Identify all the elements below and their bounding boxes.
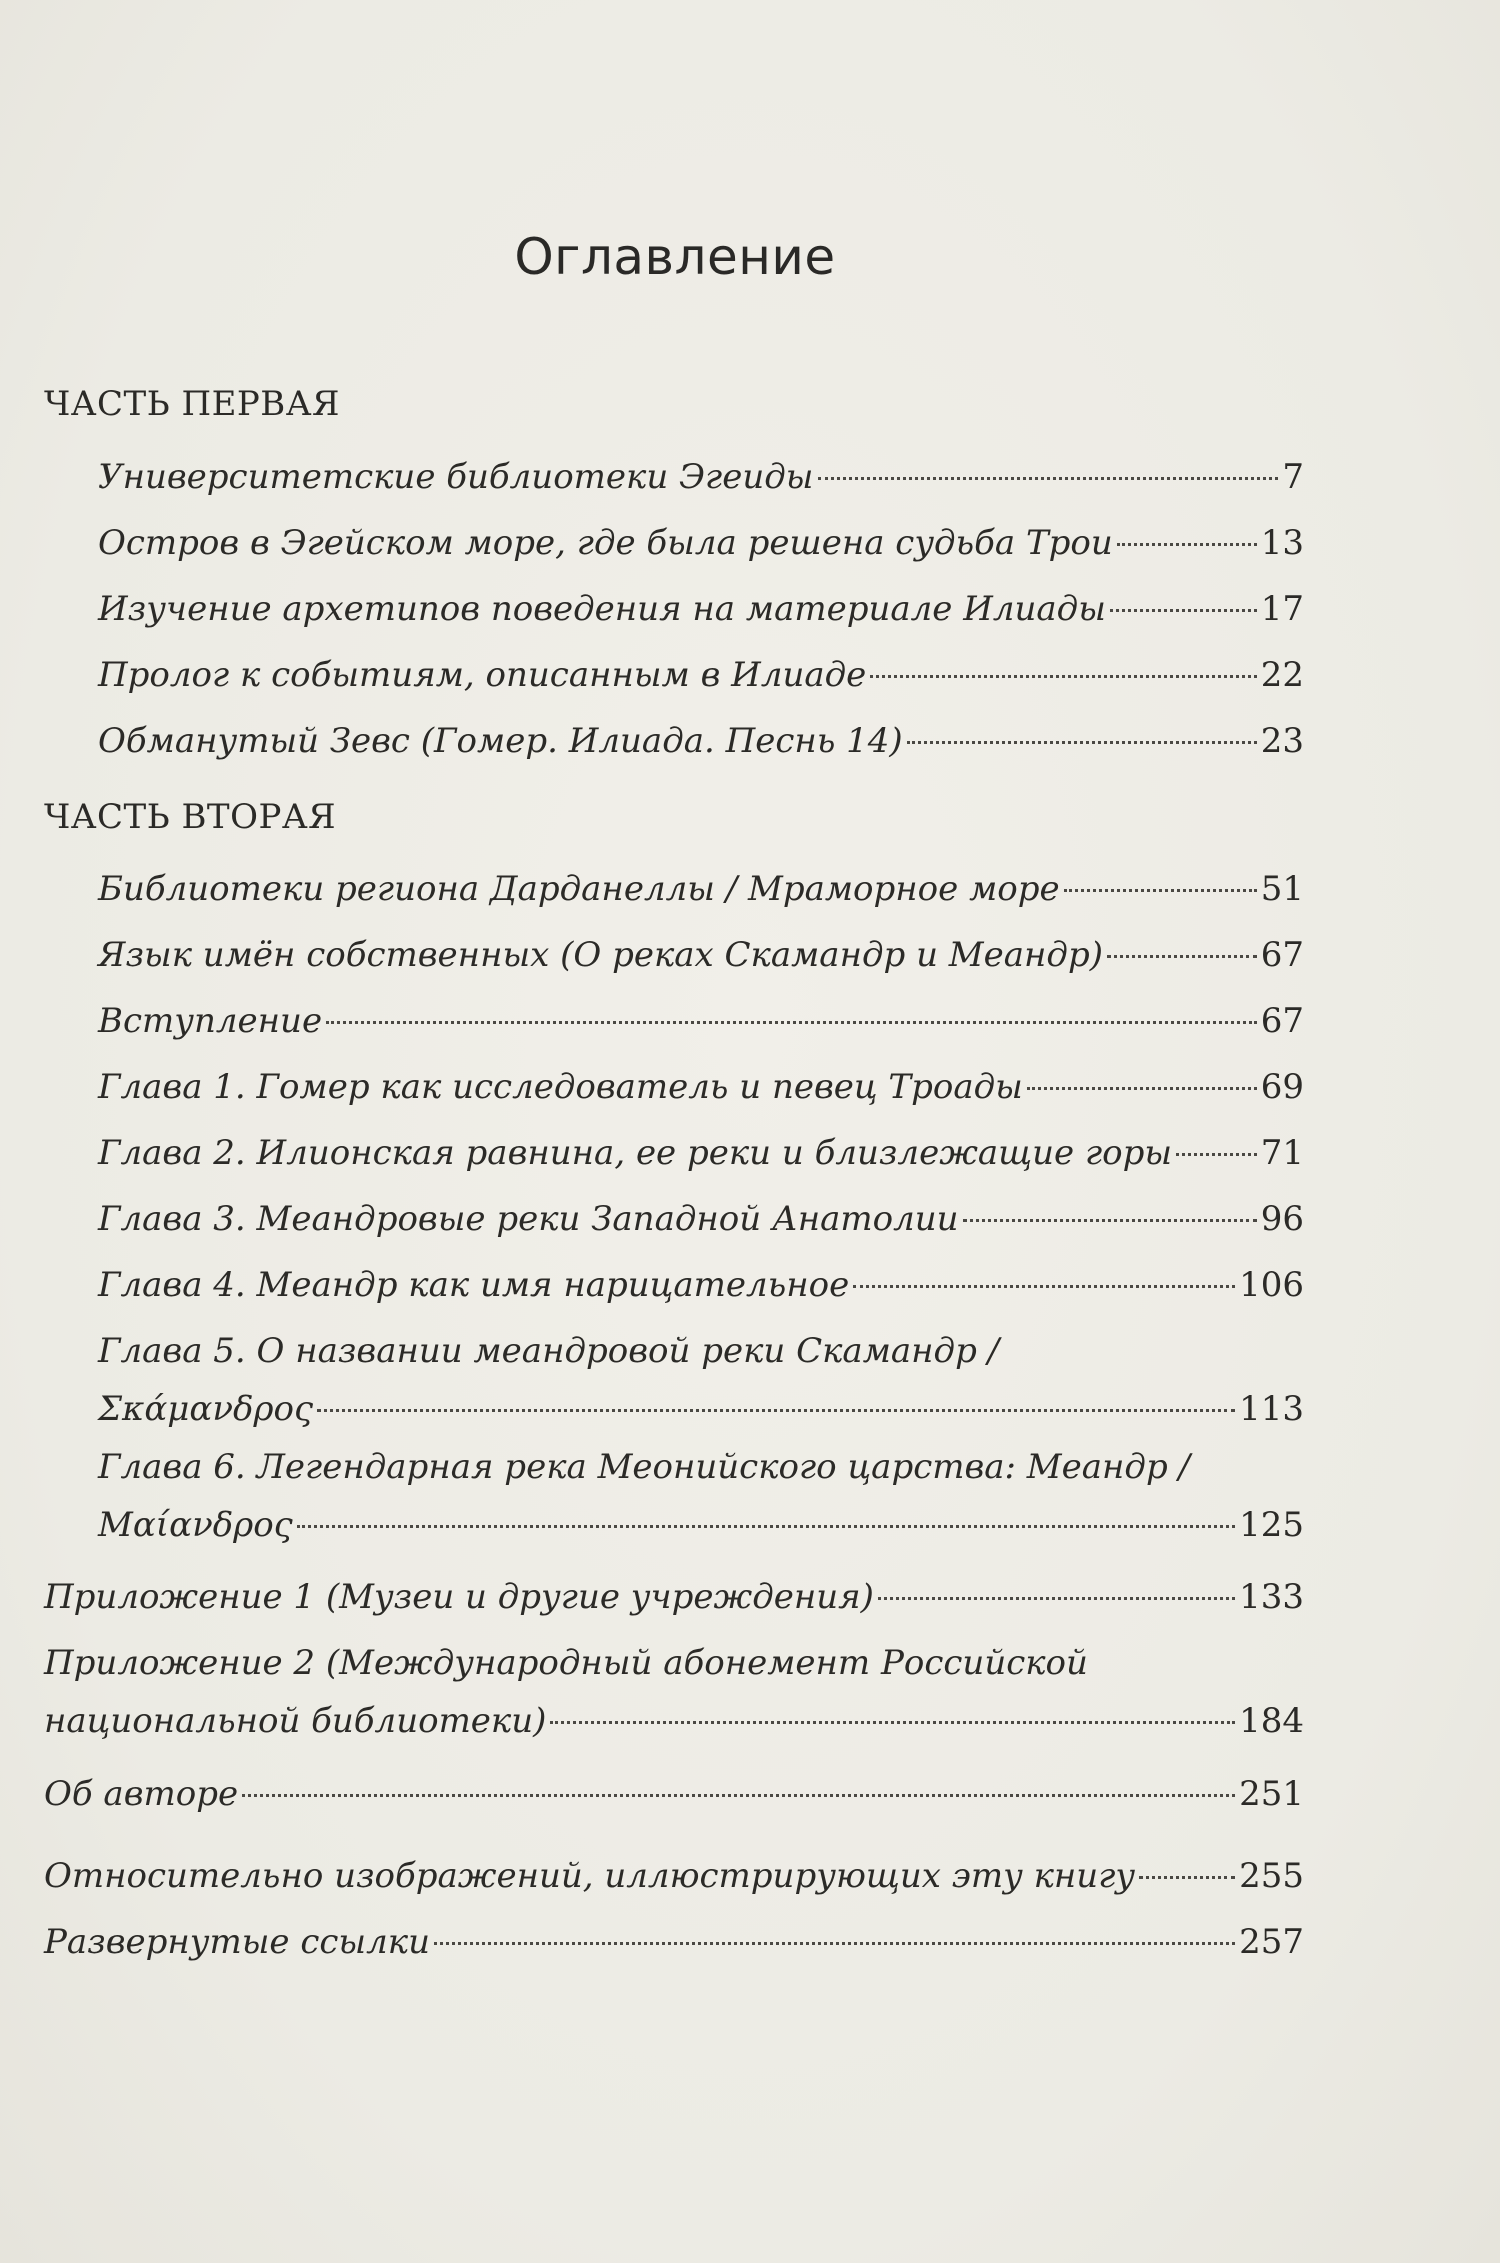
page-number: 184: [1239, 1701, 1304, 1741]
toc-entry: Развернутые ссылки 257: [44, 1913, 1304, 1971]
toc-entry: Изучение архетипов поведения на материале Илиады 17: [98, 580, 1304, 638]
toc-entry: Приложение 2 (Международный абонемент Российской национальной библиотеки) 184: [44, 1634, 1304, 1750]
page-number: 67: [1260, 1001, 1304, 1041]
page-number: 69: [1260, 1067, 1304, 1107]
toc-entry: Пролог к событиям, описанным в Илиаде 22: [98, 646, 1304, 704]
page-number: 133: [1239, 1577, 1304, 1617]
page-number: 96: [1260, 1199, 1304, 1239]
toc-entry: Язык имён собственных (О реках Скамандр и Меандр) 67: [98, 926, 1304, 984]
page-number: 255: [1239, 1856, 1304, 1896]
page-number: 7: [1282, 457, 1304, 497]
page-number: 51: [1260, 869, 1304, 909]
toc-entry: Глава 3. Меандровые реки Западной Анатолии 96: [98, 1190, 1304, 1248]
page-number: 22: [1260, 655, 1304, 695]
page-number: 106: [1239, 1265, 1304, 1305]
toc-entry: Библиотеки региона Дарданеллы / Мраморное море 51: [98, 860, 1304, 918]
toc-entry: Обманутый Зевс (Гомер. Илиада. Песнь 14) 23: [98, 712, 1304, 770]
page-number: 67: [1260, 935, 1304, 975]
page-number: 17: [1260, 589, 1304, 629]
toc-entry: Относительно изображений, иллюстрирующих эту книгу 255: [44, 1847, 1304, 1905]
toc-entry: Вступление 67: [98, 992, 1304, 1050]
part-two-heading: ЧАСТЬ ВТОРАЯ: [44, 797, 337, 837]
toc-entry: Глава 2. Илионская равнина, ее реки и близлежащие горы 71: [98, 1124, 1304, 1182]
toc-entry: Глава 6. Легендарная река Меонийского царства: Меандр / Μαίανδρος 125: [98, 1438, 1304, 1554]
page-number: 251: [1239, 1774, 1304, 1814]
part-one-heading: ЧАСТЬ ПЕРВАЯ: [44, 384, 340, 424]
page-number: 113: [1239, 1389, 1304, 1429]
page-number: 125: [1239, 1505, 1304, 1545]
page-number: 257: [1239, 1922, 1304, 1962]
toc-entry: Глава 1. Гомер как исследователь и певец Троады 69: [98, 1058, 1304, 1116]
toc-entry: Об авторе 251: [44, 1765, 1304, 1823]
page-number: 13: [1260, 523, 1304, 563]
page-number: 23: [1260, 721, 1304, 761]
toc-entry: Приложение 1 (Музеи и другие учреждения) 133: [44, 1568, 1304, 1626]
page-number: 71: [1260, 1133, 1304, 1173]
toc-entry: Глава 4. Меандр как имя нарицательное 106: [98, 1256, 1304, 1314]
toc-entry: Остров в Эгейском море, где была решена судьба Трои 13: [98, 514, 1304, 572]
toc-entry: Университетские библиотеки Эгеиды 7: [98, 448, 1304, 506]
page-title: Оглавление: [514, 228, 836, 286]
toc-entry: Глава 5. О названии меандровой реки Скамандр / Σκάμανδρος 113: [98, 1322, 1304, 1438]
